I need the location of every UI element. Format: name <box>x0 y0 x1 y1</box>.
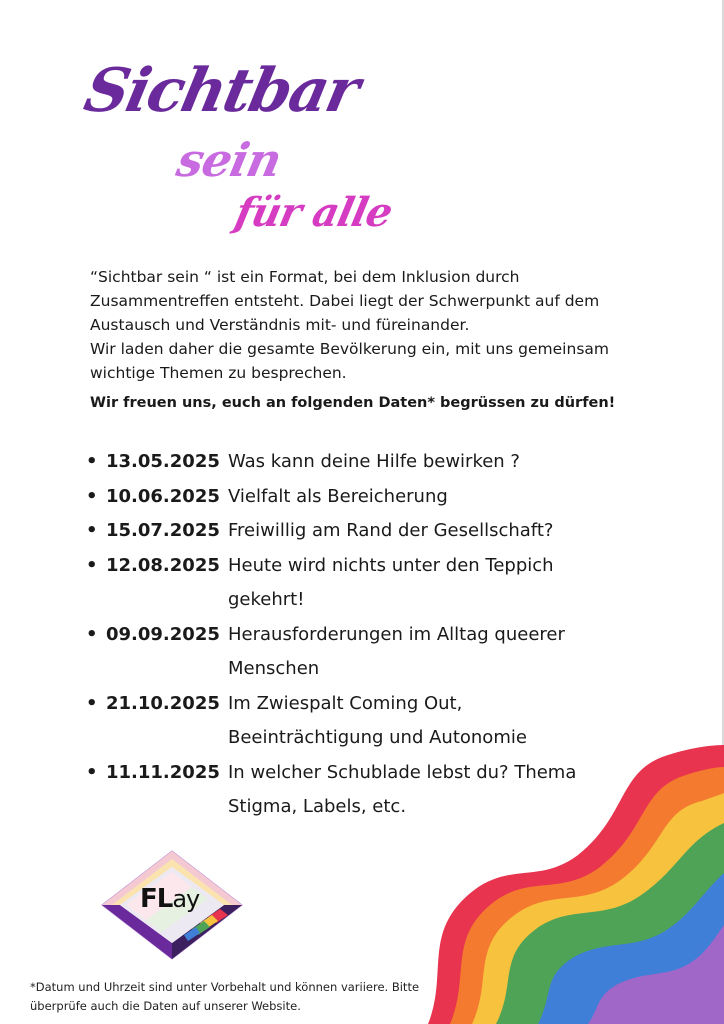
event-topic: In welcher Schublade lebst du? Thema Stigma, Labels, etc. <box>228 761 577 817</box>
intro-text <box>90 265 650 385</box>
title-line-3: für alle <box>231 189 397 236</box>
footnote: *Datum und Uhrzeit sind unter Vorbehalt und können variiere. Bitte überprüfe auch die Daten auf unserer Website. <box>30 980 420 1013</box>
event-topic: Heute wird nichts unter den Teppich gekehrt! <box>228 554 554 610</box>
event-date: • 09.09.2025 <box>106 623 220 645</box>
title-line-2: sein <box>172 133 286 187</box>
rainbow-wave <box>428 745 724 1024</box>
event-item <box>86 514 626 549</box>
intro-paragraph-1: “Sichtbar sein “ ist ein Format, bei dem Inklusion durch Zusammentreffen entsteht. Dabei liegt der Schwerpunkt auf dem Austausch und Verständnis mit- und füreinander. <box>90 268 600 334</box>
title-line-1: Sichtbar <box>78 56 364 126</box>
event-date: • 21.10.2025 <box>106 692 220 714</box>
event-date: • 13.05.2025 <box>106 451 220 472</box>
event-topic: Vielfalt als Bereicherung <box>228 485 448 507</box>
event-topic: Herausforderungen im Alltag queerer Menschen <box>228 623 565 679</box>
event-date: • 12.08.2025 <box>106 554 220 576</box>
event-topic: Freiwillig am Rand der Gesellschaft? <box>228 520 554 541</box>
invitation-lead: Wir freuen uns, euch an folgenden Daten* begrüssen zu dürfen! <box>90 395 616 411</box>
intro-paragraph-2: Wir laden daher die gesamte Bevölkerung ein, mit uns gemeinsam wichtige Themen zu besprechen. <box>90 340 609 382</box>
event-topic: Was kann deine Hilfe bewirken ? <box>228 451 520 472</box>
event-date: • 15.07.2025 <box>106 520 220 541</box>
event-item <box>86 549 626 618</box>
event-date: • 10.06.2025 <box>106 485 220 507</box>
event-item <box>86 445 626 480</box>
logo-wordmark <box>140 884 199 914</box>
event-item <box>86 480 626 515</box>
event-topic: Im Zwiespalt Coming Out, Beeinträchtigung und Autonomie <box>228 692 527 748</box>
logo-ay: ay <box>172 885 200 913</box>
event-item <box>86 618 626 687</box>
logo-fl: FL <box>140 884 173 914</box>
event-date: • 11.11.2025 <box>106 761 220 783</box>
